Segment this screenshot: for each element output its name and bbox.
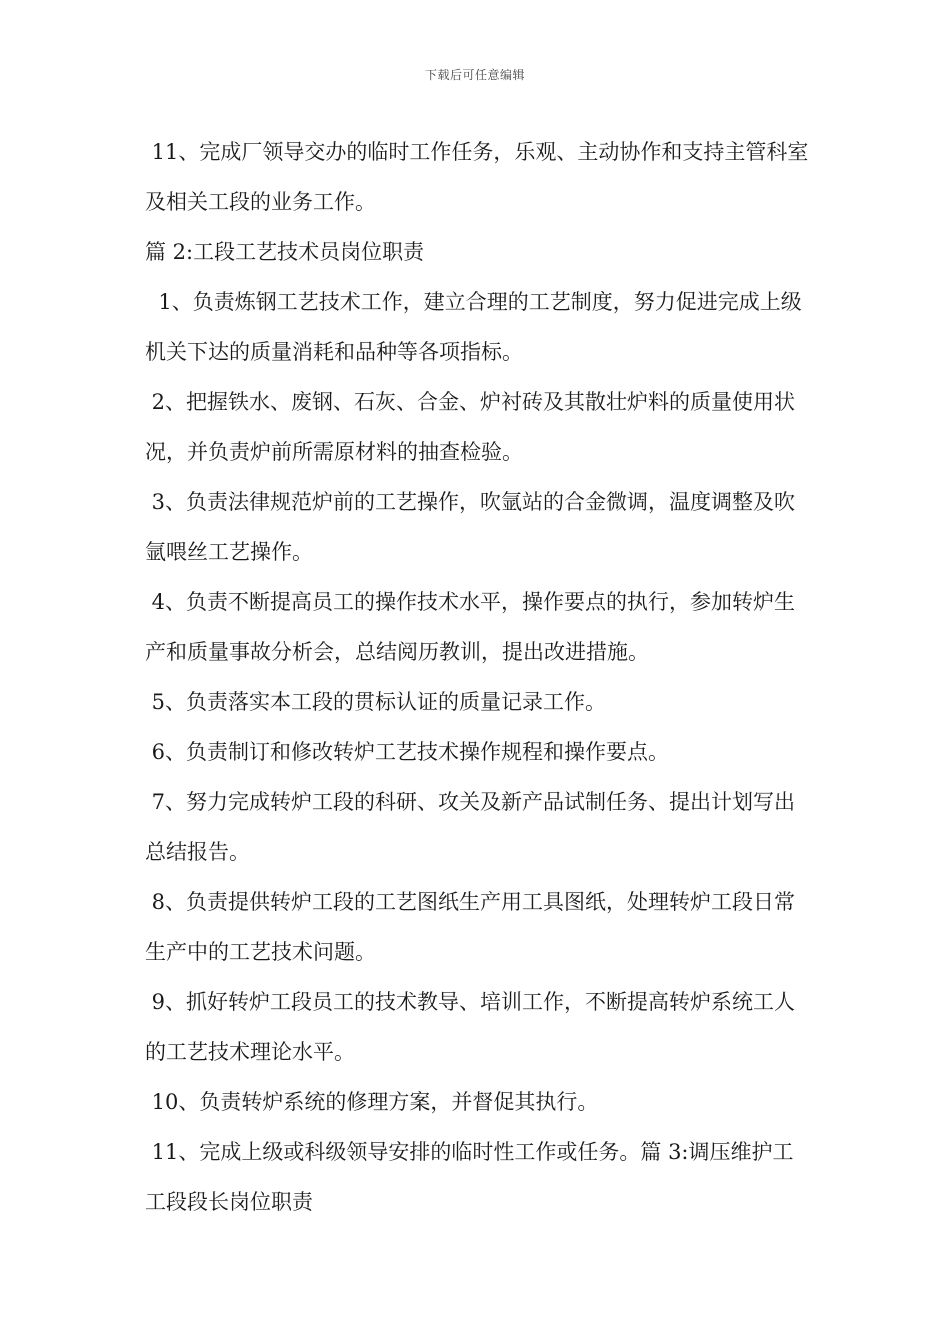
paragraph: 11、完成上级或科级领导安排的临时性工作或任务。篇 3:调压维护工工段段长岗位职责 (145, 1140, 794, 1214)
paragraph: 11、完成厂领导交办的临时工作任务，乐观、主动协作和支持主管科室及相关工段的业务工作。 (145, 140, 809, 214)
paragraph: 9、抓好转炉工段员工的技术教导、培训工作，不断提高转炉系统工人的工艺技术理论水平。 (145, 990, 796, 1064)
document-body (145, 127, 810, 1227)
section-heading: 篇 2:工段工艺技术员岗位职责 (145, 240, 425, 264)
paragraph: 5、负责落实本工段的贯标认证的质量记录工作。 (145, 690, 607, 714)
header-note: 下载后可任意编辑 (424, 68, 525, 82)
paragraph: 7、努力完成转炉工段的科研、攻关及新产品试制任务、提出计划写出总结报告。 (145, 790, 796, 864)
paragraph: 10、负责转炉系统的修理方案，并督促其执行。 (145, 1090, 599, 1114)
paragraph: 1、负责炼钢工艺技术工作，建立合理的工艺制度，努力促进完成上级机关下达的质量消耗和品种等各项指标。 (145, 290, 802, 364)
paragraph: 6、负责制订和修改转炉工艺技术操作规程和操作要点。 (145, 740, 670, 764)
paragraph: 3、负责法律规范炉前的工艺操作，吹氩站的合金微调，温度调整及吹氩喂丝工艺操作。 (145, 490, 796, 564)
paragraph: 8、负责提供转炉工段的工艺图纸生产用工具图纸，处理转炉工段日常生产中的工艺技术问题。 (145, 890, 796, 964)
paragraph: 4、负责不断提高员工的操作技术水平，操作要点的执行，参加转炉生产和质量事故分析会，总结阅历教训，提出改进措施。 (145, 590, 796, 664)
paragraph: 2、把握铁水、废钢、石灰、合金、炉衬砖及其散壮炉料的质量使用状况，并负责炉前所需原材料的抽查检验。 (145, 390, 796, 464)
